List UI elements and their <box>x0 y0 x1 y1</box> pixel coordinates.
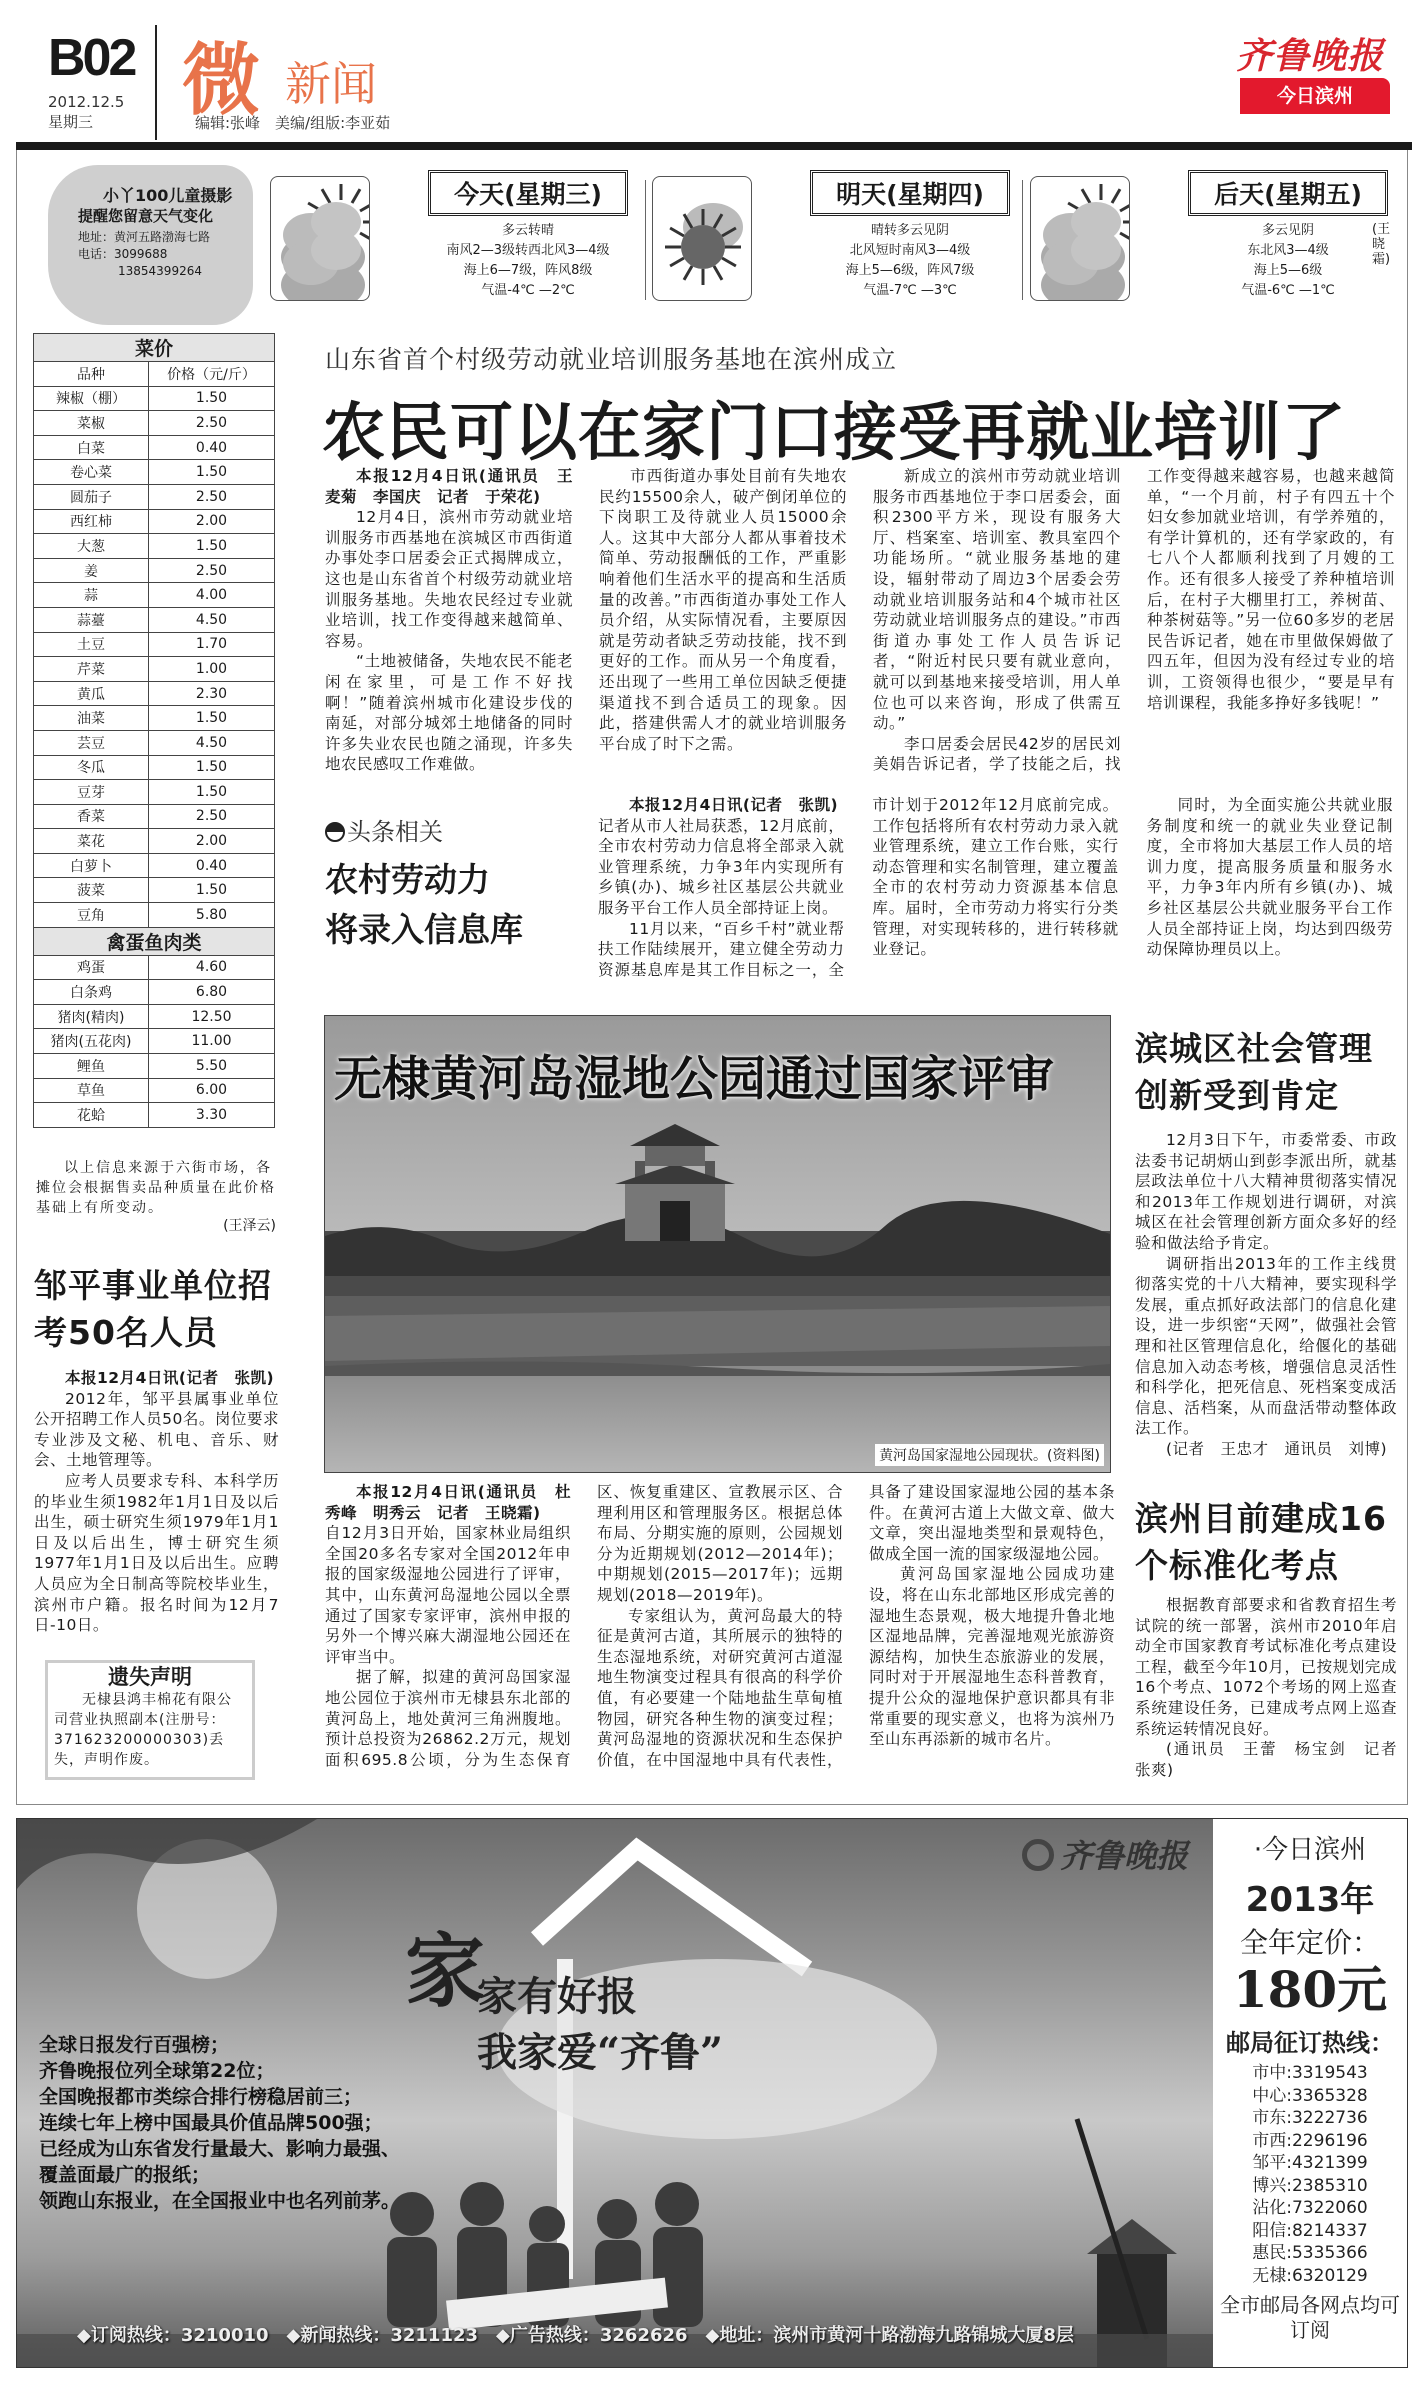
item-cell: 菜价 <box>34 334 275 362</box>
byline: 本报12月4日讯(通讯员 杜秀峰 明秀云 记者 王晓霜) <box>325 1483 571 1522</box>
ad-slogan <box>405 1924 724 2081</box>
hotline-number: 沾化:7322060 <box>1252 2198 1368 2218</box>
ad-title: 小丫100儿童摄影 <box>103 186 233 205</box>
related-label: 头条相关 <box>347 818 443 846</box>
item-cell: 土豆 <box>34 632 149 657</box>
achievement-line: 全国晚报都市类综合排行榜稳居前三； <box>39 2086 363 2108</box>
edition-badge: 今日滨州 <box>1240 78 1390 114</box>
price-cell: 4.50 <box>149 607 275 632</box>
weather-details <box>802 221 1018 301</box>
table-row <box>34 362 275 387</box>
windmill-illustration <box>1077 2119 1177 2367</box>
credit: (记者 王忠才 通讯员 刘博) <box>1166 1439 1388 1458</box>
item-cell: 芹菜 <box>34 657 149 682</box>
exam-article-body <box>1135 1595 1414 1780</box>
hotline-number: 邹平:4321399 <box>1252 2153 1368 2173</box>
table-row <box>34 681 275 706</box>
table-row <box>34 657 275 682</box>
table-row <box>34 829 275 854</box>
item-cell: 猪肉(五花肉) <box>34 1029 149 1054</box>
wetland-article-body <box>325 1482 1115 1770</box>
item-cell: 卷心菜 <box>34 460 149 485</box>
weather-day-label: 今天(星期三) <box>428 170 628 216</box>
page-number: B02 <box>48 29 135 87</box>
table-row <box>34 460 275 485</box>
price-cell: 1.50 <box>149 534 275 559</box>
table-row <box>34 509 275 534</box>
related-headline <box>325 855 523 955</box>
table-row <box>34 435 275 460</box>
item-cell: 圆茄子 <box>34 484 149 509</box>
item-cell: 猪肉(精肉) <box>34 1004 149 1029</box>
item-cell: 油菜 <box>34 706 149 731</box>
weather-temp: 气温-7℃ —3℃ <box>863 283 957 298</box>
lost-notice <box>45 1660 255 1780</box>
paragraph: 黄河岛国家湿地公园成功建设，将在山东北部地区形成完善的湿地生态景观，极大地提升鲁北地区湿地品牌，完善湿地观光旅游资源结构，加快生态旅游业的发展，同时对于开展湿地生态科普教育，提升公众的湿地保护意识都具有非常重要的现实意义，也将为滨州乃至山东再添新的城市名片。 <box>869 1565 1115 1749</box>
credit: (通讯员 王蕾 杨宝剑 记者 张爽) <box>1135 1740 1414 1779</box>
main-headline: 农民可以在家门口接受再就业培训了 <box>322 396 1346 469</box>
price-cell: 2.50 <box>149 411 275 436</box>
price-cell: 1.00 <box>149 657 275 682</box>
price-cell: 0.40 <box>149 853 275 878</box>
brand-edition: ·今日滨州 <box>1253 1835 1367 1865</box>
half-circle-icon <box>325 822 345 842</box>
ad-phone: 电话：3099688 <box>78 247 168 261</box>
byline: 本报12月4日讯(记者 张凯) <box>629 796 839 814</box>
price-cell: 1.50 <box>149 780 275 805</box>
divider <box>155 25 157 140</box>
editors-credit: 编辑:张峰 美编/组版:李亚茹 <box>195 114 391 132</box>
photo-caption: 黄河岛国家湿地公园现状。(资料图) <box>875 1444 1104 1466</box>
item-cell: 豆芽 <box>34 780 149 805</box>
subscription-price-panel <box>1213 1819 1407 2367</box>
newspaper-brand: 齐鲁晚报 <box>1236 35 1385 77</box>
price-cell: 1.70 <box>149 632 275 657</box>
divider <box>645 180 646 300</box>
price-value: 180元 <box>1232 1960 1388 2019</box>
item-cell: 大葱 <box>34 534 149 559</box>
paragraph: “土地被储备，失地农民不能老闲在家里，可是工作不好找啊！”随着滨州城市化建设步伐的南延，对部分城郊土地储备的同时许多失业农民也随之涌现，许多失地农民感叹工作难做。 <box>325 652 573 774</box>
related-article-body <box>598 795 1393 980</box>
price-cell: 1.50 <box>149 755 275 780</box>
item-cell: 香菜 <box>34 804 149 829</box>
table-row <box>34 1078 275 1103</box>
price-cell: 2.50 <box>149 558 275 583</box>
byline: 本报12月4日讯(记者 张凯) <box>65 1369 275 1387</box>
photo-studio-ad <box>48 165 253 325</box>
paragraph: 自12月3日开始，国家林业局组织全国20多名专家对全国2012年申报的国家级湿地公园进行了评审，其中，山东黄河岛湿地公园以全票通过了国家专家评审，滨州申报的另外一个博兴麻大湖湿地公园还在评审当中。 <box>325 1524 571 1666</box>
weather-temp: 气温-6℃ —1℃ <box>1241 283 1335 298</box>
item-cell: 菠菜 <box>34 878 149 903</box>
item-cell: 辣椒（棚） <box>34 386 149 411</box>
table-row <box>34 804 275 829</box>
wetland-headline: 无棣黄河岛湿地公园通过国家评审 <box>334 1051 1055 1107</box>
table-row <box>34 755 275 780</box>
item-cell: 菜花 <box>34 829 149 854</box>
weather-details <box>420 221 636 301</box>
achievement-line: 领跑山东报业，在全国报业中也名列前茅。 <box>39 2190 401 2212</box>
hotline-number: 阳信:8214337 <box>1252 2220 1368 2241</box>
ad-achievements <box>39 2032 400 2214</box>
price-cell: 1.50 <box>149 706 275 731</box>
table-row <box>34 411 275 436</box>
exam-headline: 滨州目前建成16个标准化考点 <box>1135 1499 1387 1585</box>
paragraph: 同时，为全面实施公共就业服务制度和统一的就业失业登记制度，全市将加大基层工作人员的培训力度，提高服务质量和服务水平，力争3年内所有乡镇(办)、城乡社区基层公共就业服务平台工作人员全部持证上岗，均达到四级劳动保障协理员以上。 <box>1146 796 1393 959</box>
price-cell: 0.40 <box>149 435 275 460</box>
price-cell: 12.50 <box>149 1004 275 1029</box>
price-cell: 6.80 <box>149 980 275 1005</box>
paragraph: 调研指出2013年的工作主线贯彻落实党的十八大精神，要实现科学发展，重点抓好政法部门的信息化建设，进一步织密“天网”，做强社会管理和社区管理信息化，给偃化的基础信息加入动态考核，增强信息灵活性和科学化，把死信息、死档案变成活信息、活档案，从而盘活带动整体政法工作。 <box>1135 1254 1397 1438</box>
price-cell: 2.30 <box>149 681 275 706</box>
paragraph: 李口居委会居民42岁的居民刘美娟告诉记者，学了技能之后，找工作变得越来越容易，也越来越简单，“一个月前，村子有四五十个妇女参加就业培训，有学养殖的，有学计算机的，还有学家政的，有七八个人都顺利找到了月嫂的工作。还有很多人接受了养种植培训后，在村子大棚里打工，养树苗、种茶树菇等。”另一位60多岁的老居民告诉记者，她在市里做保姆做了四五年，但因为没有经过专业的培训，工资领得也很少，“要是早有培训课程，我能多挣好多钱呢！” <box>873 467 1395 774</box>
weather-sky: 晴转多云见阴 <box>870 223 949 238</box>
vegetable-price-table <box>33 333 275 1128</box>
hotline-number: 市中:3319543 <box>1252 2063 1368 2083</box>
ad-brand <box>1022 1831 1188 1877</box>
byline: 本报12月4日讯(通讯员 王麦菊 李国庆 记者 于荣花) <box>325 467 573 506</box>
weather-day <box>270 176 640 306</box>
date: 2012.12.5 <box>48 93 125 111</box>
related-tag <box>325 812 443 847</box>
paragraph: 专家组认为，黄河岛最大的特征是黄河古道，其所展示的独特的生态湿地系统，对研究黄河古道湿地生物演变过程具有很高的科学价值，有必要建一个陆地盐生草甸植物园，研究各种生物的演变过程；黄河岛湿地的资源状况和生态保护价值，在中国湿地中具有代表性，具备了建设国家湿地公园的基本条件。在黄河古道上大做文章、做大文章，突出湿地类型和景观特色，做成全国一流的国家级湿地公园。 <box>597 1483 1115 1769</box>
paragraph: 12月4日，滨州市劳动就业培训服务市西基地在滨城区市西街道办事处李口居委会正式揭牌成立，这也是山东省首个村级劳动就业培训服务基地。失地农民经过专业就业培训，找工作变得越来越简单、容易。 <box>325 508 573 650</box>
lost-notice-title: 遗失声明 <box>108 1665 192 1689</box>
achievement-line: 齐鲁晚报位列全球第22位； <box>39 2060 275 2082</box>
item-cell: 白萝卜 <box>34 853 149 878</box>
hotline-number: 市东:3222736 <box>1252 2108 1368 2128</box>
hotline-number: 博兴:2385310 <box>1252 2175 1368 2196</box>
price-cell: 2.00 <box>149 829 275 854</box>
weather-day-label: 明天(星期四) <box>810 170 1010 216</box>
price-label: 全年定价： <box>1239 1926 1380 1959</box>
table-row <box>34 927 275 955</box>
item-cell: 黄瓜 <box>34 681 149 706</box>
table-row <box>34 484 275 509</box>
weather-wind: 南风2—3级转西北风3—4级 <box>446 243 610 258</box>
header-rule <box>16 142 1412 150</box>
achievement-line: 覆盖面最广的报纸； <box>39 2164 211 2186</box>
price-cell: 11.00 <box>149 1029 275 1054</box>
price-credit: (王泽云) <box>223 1218 276 1234</box>
item-cell: 白菜 <box>34 435 149 460</box>
weather-day-label: 后天(星期五) <box>1188 170 1388 216</box>
table-row <box>34 980 275 1005</box>
ad-hotlines-footer: ◆订阅热线：3210010 ◆新闻热线：3211123 ◆广告热线：3262626 ◆地址：滨州市黄河十路渤海九路锦城大厦8层 <box>77 2325 1074 2346</box>
paragraph: 据了解，拟建的黄河岛国家湿地公园位于滨州市无棣县东北部的黄河岛上，地处黄河三角洲腹地。预计总投资为26862.2万元，规划面积695.8公顷，分为生态保育区、恢复重建区、宣教展示区、合理利用区和管理服务区。根据总体布局、分期实施的原则，公园规划分为近期规划(2012—2014年)；中期规划(2015—2017年)；远期规划(2018—2019年)。 <box>325 1483 843 1769</box>
weather-details <box>1180 221 1396 301</box>
price-cell: 价格（元/斤） <box>149 362 275 387</box>
table-row <box>34 632 275 657</box>
weather-sea: 海上5—6级，阵风7级 <box>845 263 975 278</box>
slogan-line: 我家爱“齐鲁” <box>477 2029 724 2076</box>
table-row <box>34 780 275 805</box>
table-row <box>34 1103 275 1128</box>
table-row <box>34 583 275 608</box>
hotline-title: 邮局征订热线： <box>1226 2029 1394 2057</box>
table-row <box>34 534 275 559</box>
price-cell: 6.00 <box>149 1078 275 1103</box>
weather-sea: 海上5—6级 <box>1253 263 1323 278</box>
price-cell: 4.00 <box>149 583 275 608</box>
subscription-ad <box>16 1818 1408 2368</box>
weather-wind: 东北风3—4级 <box>1247 243 1329 258</box>
item-cell: 鲤鱼 <box>34 1054 149 1079</box>
issue-date <box>48 92 124 132</box>
achievement-line: 已经成为山东省发行量最大、影响力最强、 <box>39 2138 401 2160</box>
weather-credit: (王晓霜) <box>1372 222 1391 267</box>
item-cell: 花蛤 <box>34 1103 149 1128</box>
hotline-number: 无棣:6320129 <box>1252 2265 1368 2286</box>
hotline-number: 惠民:5335366 <box>1252 2243 1368 2263</box>
item-cell: 芸豆 <box>34 730 149 755</box>
slogan-line: 家有好报 <box>477 1973 637 2020</box>
hotline-number: 中心:3365328 <box>1252 2085 1368 2106</box>
hotline-number: 市西:2296196 <box>1252 2130 1368 2151</box>
table-row <box>34 878 275 903</box>
weather-wind: 北风短时南风3—4级 <box>849 243 971 258</box>
item-cell: 豆角 <box>34 903 149 928</box>
weather-sea: 海上6—7级，阵风8级 <box>463 263 593 278</box>
paragraph: 11月以来，“百乡千村”就业帮扶工作陆续展开，建立健全劳动力资源基息库是其工作目标之一，全市计划于2012年12月底前完成。工作包括将所有农村劳动力录入就业管理系统，建立工作台账，实行动态管理和实名制管理，建立覆盖全市的农村劳动力资源基本信息库。届时，全市劳动力将实行分类管理，对实现转移的，进行转移就业登记。 <box>598 796 1119 979</box>
weather-day <box>652 176 1022 306</box>
table-row <box>34 607 275 632</box>
paragraph: 根据教育部要求和省教育招生考试院的统一部署，滨州市2010年启动全市国家教育考试标准化考点建设工程，截至今年10月，已按规划完成16个考点、1072个考场的网上巡查系统建设任务，已建成考点网上巡查系统运转情况良好。 <box>1135 1596 1397 1738</box>
price-cell: 2.50 <box>149 804 275 829</box>
price-cell: 4.60 <box>149 955 275 980</box>
table-row <box>34 955 275 980</box>
divider <box>1022 180 1023 300</box>
headline-line: 将录入信息库 <box>325 910 523 949</box>
main-article-body <box>325 466 1395 775</box>
cloudy-sun-icon <box>1030 176 1130 301</box>
lost-notice-text: 无棣县鸿丰棉花有限公司营业执照副本(注册号：371623200000303)丢失，声明作废。 <box>54 1692 232 1768</box>
achievement-line: 全球日报发行百强榜； <box>39 2034 230 2056</box>
item-cell: 姜 <box>34 558 149 583</box>
weather-day <box>1030 176 1400 306</box>
achievement-line: 连续七年上榜中国最具价值品牌500强； <box>39 2112 383 2134</box>
paragraph: 记者从市人社局获悉，12月底前，全市农村劳动力信息将全部录入就业管理系统，力争3年内实现所有乡镇(办)、城乡社区基层公共就业服务平台工作人员全部持证上岗。 <box>598 816 845 917</box>
ad-closing: 全市邮局各网点均可订阅 <box>1220 2293 1400 2342</box>
table-row <box>34 1054 275 1079</box>
weather-sky: 多云见阴 <box>1261 223 1314 238</box>
price-cell: 4.50 <box>149 730 275 755</box>
table-row <box>34 1004 275 1029</box>
item-cell: 蒜 <box>34 583 149 608</box>
main-kicker: 山东省首个村级劳动就业培训服务基地在滨州成立 <box>325 345 898 374</box>
paragraph: 新成立的滨州市劳动就业培训服务市西基地位于李口居委会，面积2300平方米，现设有服务大厅、档案室、培训室、教具室四个功能场所。“就业服务基地的建设，辐射带动了周边3个居委会劳动就业培训服务站和4个城市社区劳动就业培训服务点的建设。”市西街道办事处工作人员告诉记者，“附近村民只要有就业意向，就可以到基地来接受培训，用人单位也可以来咨询，形成了供需互动。” <box>873 467 1121 733</box>
table-row <box>34 903 275 928</box>
item-cell: 冬瓜 <box>34 755 149 780</box>
price-cell: 1.50 <box>149 386 275 411</box>
binzhou-article-body <box>1135 1130 1397 1460</box>
item-cell: 蒜薹 <box>34 607 149 632</box>
price-note: 以上信息来源于六街市场，各摊位会根据售卖品种质量在此价格基础上有所变动。 <box>36 1160 276 1216</box>
item-cell: 禽蛋鱼肉类 <box>34 927 275 955</box>
headline-line: 农村劳动力 <box>325 860 490 899</box>
section-logo-text: 新闻 <box>285 57 377 111</box>
price-cell: 1.50 <box>149 460 275 485</box>
paragraph: 市西街道办事处目前有失地农民约15500余人，破产倒闭单位的下岗职工及待就业人员15000余人。这其中大部分人都从事着技术简单、劳动报酬低的工作，严重影响着他们生活水平的提高和生活质量的改善。”市西街道办事处工作人员介绍，从实际情况看，主要原因就是劳动者缺乏劳动技能，找不到更好的工作。而从另一个角度看，还出现了一些用工单位因缺乏便捷渠道找不到合适员工的现象。因此，搭建供需人才的就业培训服务平台成了时下之需。 <box>599 467 847 753</box>
price-cell: 5.80 <box>149 903 275 928</box>
price-cell: 2.00 <box>149 509 275 534</box>
price-cell: 3.30 <box>149 1103 275 1128</box>
price-cell: 1.50 <box>149 878 275 903</box>
zouping-article-body <box>34 1368 279 1636</box>
item-cell: 品种 <box>34 362 149 387</box>
table-row <box>34 706 275 731</box>
table-row <box>34 386 275 411</box>
paragraph: 2012年，邹平县属事业单位公开招聘工作人员50名。岗位要求专业涉及文秘、机电、音乐、财会、土地管理等。 <box>34 1389 279 1470</box>
item-cell: 菜椒 <box>34 411 149 436</box>
sun-cloud-icon <box>652 176 752 301</box>
item-cell: 草鱼 <box>34 1078 149 1103</box>
weekday: 星期三 <box>48 113 94 131</box>
price-cell: 2.50 <box>149 484 275 509</box>
weather-temp: 气温-4℃ —2℃ <box>481 283 575 298</box>
slogan-big-char: 家 <box>405 1924 485 2018</box>
brand-name: 齐鲁晚报 <box>1060 1837 1189 1875</box>
item-cell: 西红柿 <box>34 509 149 534</box>
brand-swirl-icon <box>1022 1839 1054 1871</box>
weather-sky: 多云转晴 <box>501 223 554 238</box>
ad-mobile: 13854399264 <box>118 264 202 278</box>
table-row <box>34 334 275 362</box>
paragraph: 应考人员要求专科、本科学历的毕业生须1982年1月1日及以后出生，硕士研究生须1979年1月1日及以后出生，博士研究生须1977年1月1日及以后出生。应聘人员应为全日制高等院校毕业生，滨州市户籍。报名时间为12月7日-10日。 <box>34 1471 279 1635</box>
item-cell: 鸡蛋 <box>34 955 149 980</box>
ad-year: 2013年 <box>1245 1880 1375 1920</box>
zouping-headline: 邹平事业单位招考50名人员 <box>34 1266 272 1352</box>
price-cell: 5.50 <box>149 1054 275 1079</box>
table-row <box>34 1029 275 1054</box>
section-logo: 微 <box>182 36 261 126</box>
table-row <box>34 853 275 878</box>
cloudy-sun-icon <box>270 176 370 301</box>
ad-tagline: 提醒您留意天气变化 <box>78 207 214 225</box>
table-row <box>34 730 275 755</box>
binzhou-headline: 滨城区社会管理创新受到肯定 <box>1135 1029 1373 1115</box>
paragraph: 12月3日下午，市委常委、市政法委书记胡炳山到彭李派出所，就基层政法单位十八大精神贯彻落实情况和2013年工作规划进行调研，对滨城区在社会管理创新方面众多好的经验和做法给予肯定。 <box>1135 1131 1397 1252</box>
table-row <box>34 558 275 583</box>
item-cell: 白条鸡 <box>34 980 149 1005</box>
ad-address: 地址：黄河五路渤海七路 <box>78 230 211 244</box>
